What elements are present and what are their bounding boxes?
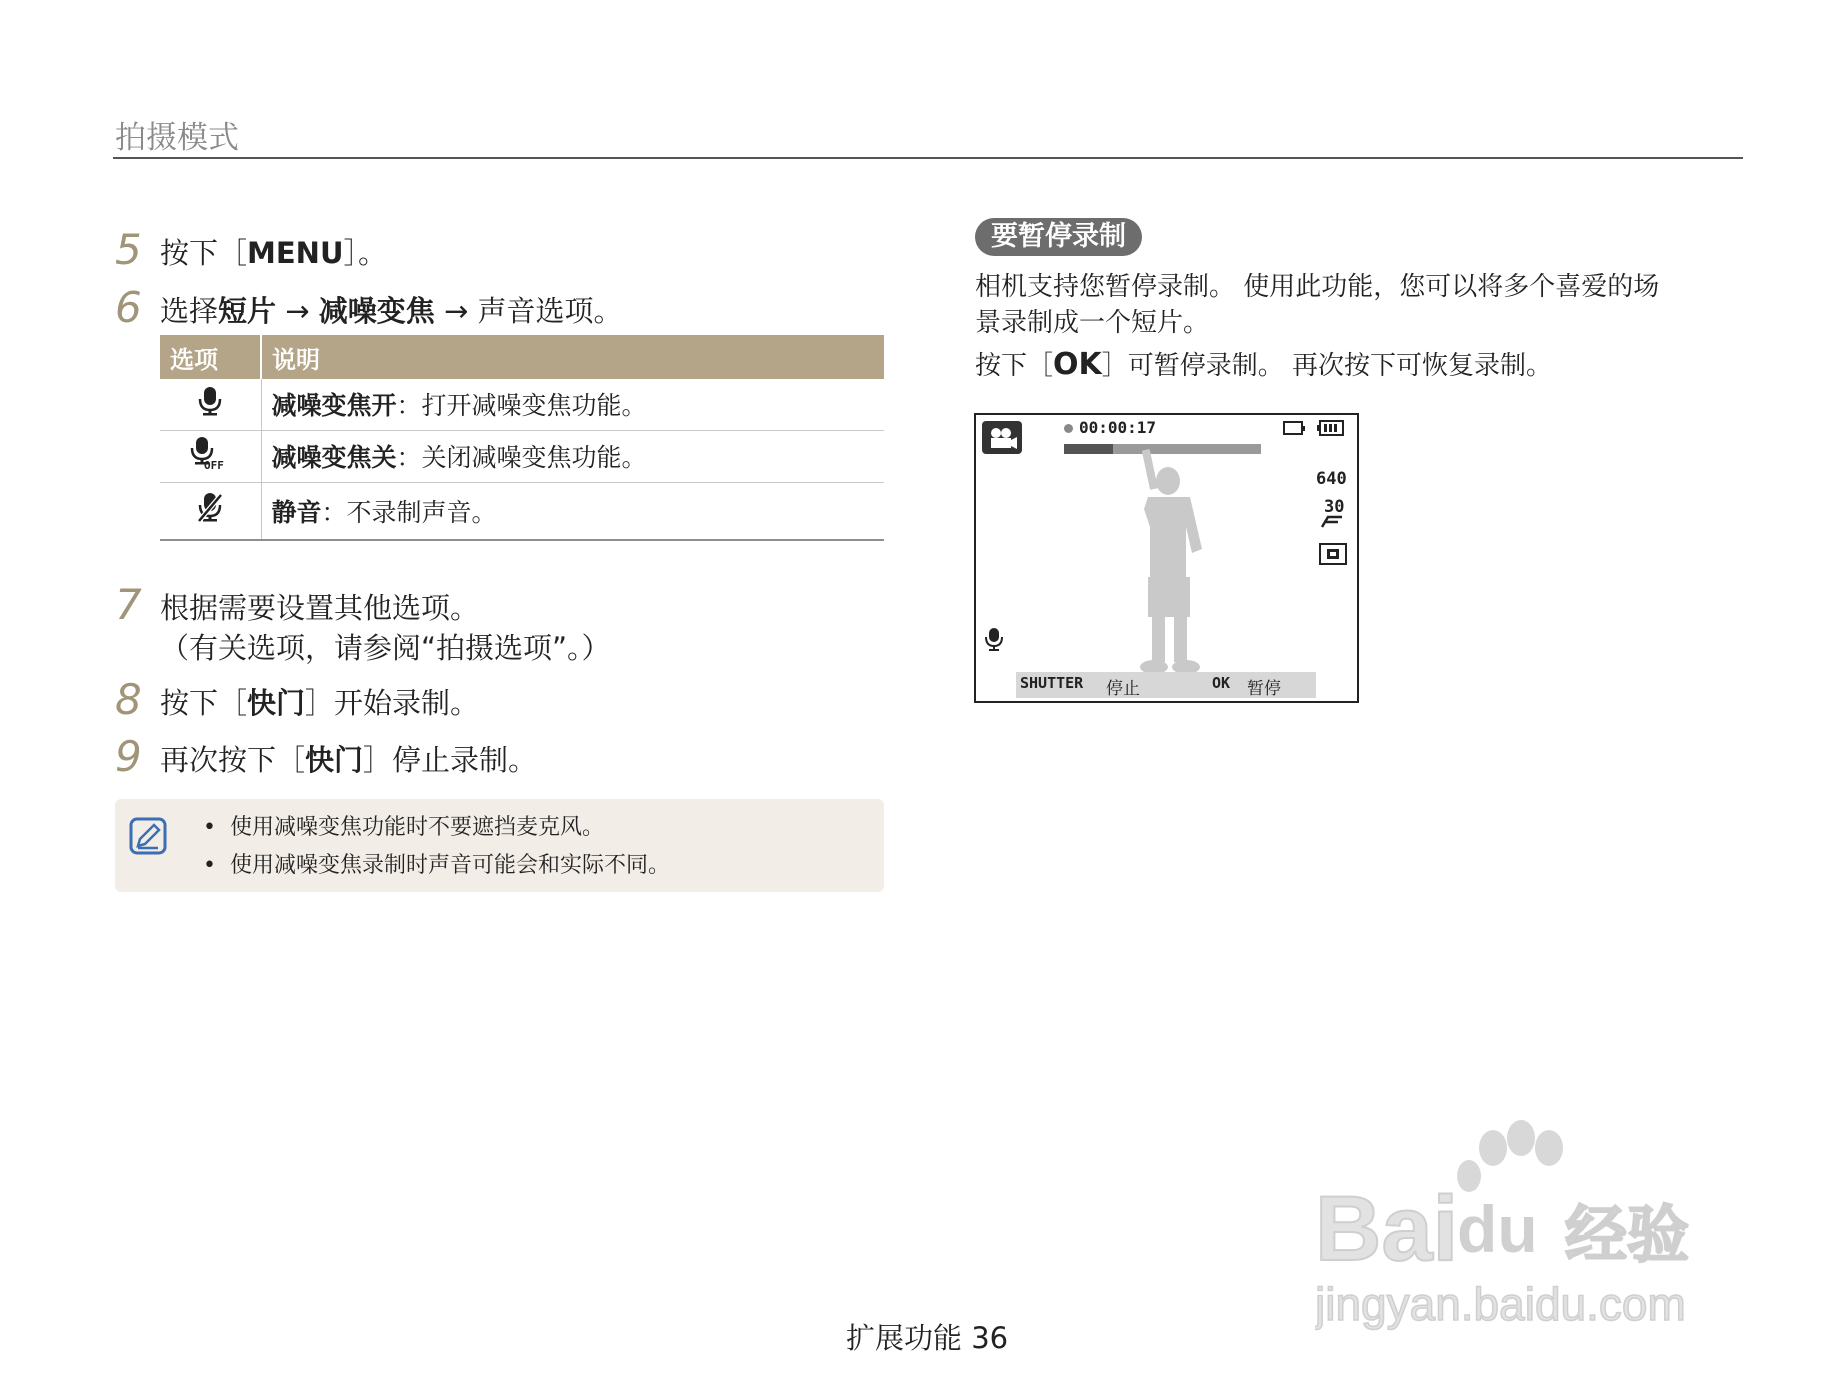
stop-label: 停止 [1106,679,1140,699]
step-text: 再次按下［快门］停止录制。 [160,743,538,777]
note-box [115,799,884,892]
frame-rate-icon [1320,515,1344,529]
pause-label: 暂停 [1247,679,1281,699]
step-number: 9 [115,732,142,781]
note-pencil-icon [129,817,167,855]
page-footer: 扩展功能 36 [846,1321,1009,1355]
option-icon-cell [160,430,261,482]
frame-rate-indicator: 30 [1324,497,1345,517]
section-title: 拍摄模式 [115,120,239,156]
option-description: 减噪变焦关：关闭减噪变焦功能。 [261,430,884,482]
option-description: 静音：不录制声音。 [261,482,884,540]
microphone-icon [984,627,1004,653]
step-subtext: （有关选项，请参阅“拍摄选项”。） [160,631,611,665]
list-item: • 使用减噪变焦录制时声音可能会和实际不同。 [203,847,670,885]
column-header-description: 说明 [261,335,884,379]
watermark-text-3: 经验 [1565,1198,1690,1271]
metering-icon [1319,543,1347,565]
recording-time: 00:00:17 [1064,418,1156,437]
shutter-label: SHUTTER [1020,674,1084,692]
svg-text:OFF: OFF [204,459,225,470]
baidu-jingyan-watermark [1315,1120,1755,1340]
record-dot-icon [1064,424,1073,433]
step-number: 6 [115,283,142,332]
note-list [203,809,670,885]
step-number: 7 [115,580,142,629]
watermark-text-4: jingyan.baidu.com [1315,1278,1686,1330]
progress-fill [1064,444,1113,454]
list-item: • 使用减噪变焦功能时不要遮挡麦克风。 [203,809,670,847]
pause-paragraph-line-2: 景录制成一个短片。 [975,308,1210,338]
step-number: 8 [115,675,142,724]
battery-icon [1317,420,1345,436]
step-text: 按下［MENU］。 [160,236,388,270]
step-text: 选择短片 → 减噪变焦 → 声音选项。 [160,294,623,328]
person-silhouette [1108,449,1228,679]
ok-label: OK [1212,674,1231,692]
option-description: 减噪变焦开：打开减噪变焦功能。 [261,379,884,430]
option-icon-cell [160,482,261,540]
resolution-indicator: 640 [1316,469,1347,489]
column-header-option: 选项 [160,335,261,379]
table-header-row [160,335,884,379]
options-table [160,335,884,541]
option-icon-cell [160,379,261,430]
pause-section-title: 要暂停录制 [975,218,1142,256]
movie-camera-icon [982,421,1022,454]
step-text: 按下［快门］开始录制。 [160,686,480,720]
microphone-mute-icon [196,492,224,524]
watermark-text-1: Bai [1315,1178,1459,1280]
table-row [160,430,884,482]
table-row [160,482,884,540]
screen-button-bar [1016,672,1316,698]
microphone-off-icon [190,436,230,470]
watermark-text-2: du [1457,1192,1538,1266]
microphone-icon [197,386,223,416]
step-number: 5 [115,225,142,274]
memory-card-icon [1283,420,1307,436]
camera-screen-illustration [974,413,1359,703]
pause-instruction: 按下［OK］可暂停录制。 再次按下可恢复录制。 [975,347,1553,382]
table-row [160,379,884,430]
header-rule [113,157,1743,159]
step-text: 根据需要设置其他选项。 [160,591,480,625]
pause-paragraph-line-1: 相机支持您暂停录制。 使用此功能，您可以将多个喜爱的场 [975,272,1660,302]
